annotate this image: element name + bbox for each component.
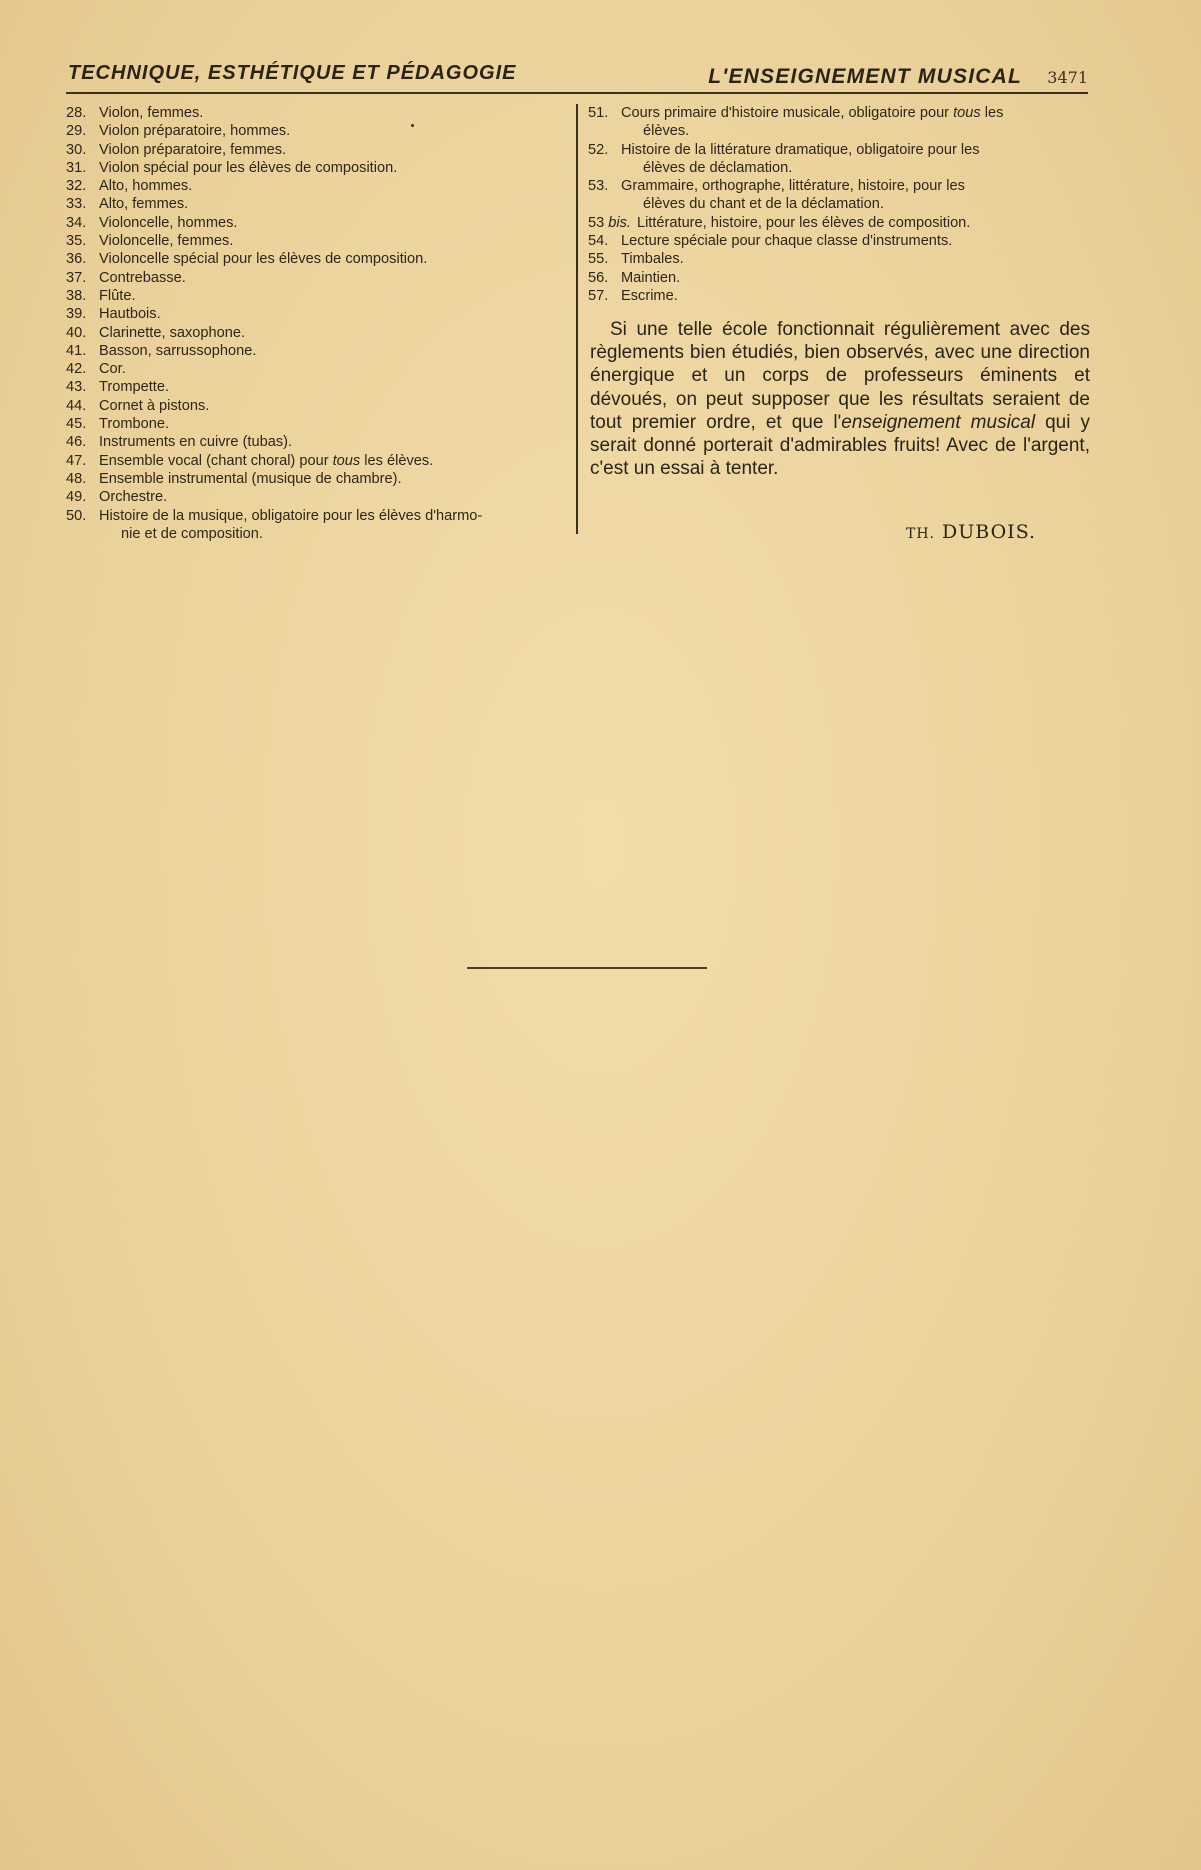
item-text: Violoncelle spécial pour les élèves de composition. — [99, 251, 428, 268]
item-text: Violon, femmes. — [99, 105, 204, 121]
list-item-53 — [588, 177, 1090, 195]
item-continuation: élèves du chant et de la déclamation. — [643, 196, 884, 213]
item-text: Clarinette, saxophone. — [99, 324, 246, 341]
item-continuation: élèves. — [643, 123, 690, 140]
item-continuation: nie et de composition. — [121, 525, 263, 542]
list-item — [66, 250, 566, 268]
item-number: 34. — [66, 214, 87, 231]
author-signature — [906, 521, 1036, 543]
list-item-57 — [588, 287, 1090, 305]
item-text: Hautbois. — [99, 306, 161, 323]
item-number: 32. — [66, 178, 87, 195]
item-number: 46. — [66, 434, 87, 451]
list-item — [66, 159, 566, 177]
item-number: 31. — [66, 159, 87, 176]
list-item — [66, 488, 566, 506]
item-text: Lecture spéciale pour chaque classe d'instruments. — [621, 233, 953, 250]
item-number: 39. — [66, 306, 87, 323]
item-text: Violoncelle, femmes. — [99, 233, 234, 250]
item-text: Orchestre. — [99, 489, 168, 506]
item-number: 57. — [588, 287, 609, 304]
item-text: Trompette. — [99, 379, 170, 396]
item-text-part: Ensemble vocal (chant choral) pour — [99, 452, 333, 469]
item-text: Flûte. — [99, 287, 136, 304]
item-number: 35. — [66, 233, 87, 250]
list-item — [66, 269, 566, 287]
list-item — [66, 452, 566, 470]
item-text: Escrime. — [621, 287, 678, 304]
running-header — [66, 60, 1088, 94]
item-text: Histoire de la littérature dramatique, obligatoire pour les — [621, 141, 980, 158]
item-number: 53 — [588, 214, 605, 231]
list-item — [66, 415, 566, 433]
item-text: Timbales. — [621, 251, 684, 268]
item-text: Littérature, histoire, pour les élèves de composition. — [636, 214, 971, 231]
closing-paragraph — [590, 318, 1090, 480]
item-number: 33. — [66, 196, 87, 213]
paragraph-part: qui y serait donné porterait d'admirables fruits! Avec de l'argent, c'est un essai à tenter. — [590, 411, 1090, 480]
item-number: 44. — [66, 397, 87, 414]
list-item — [66, 342, 566, 360]
item-number: 47. — [66, 452, 87, 469]
list-item — [66, 305, 566, 323]
item-text: Violon préparatoire, hommes. — [99, 123, 291, 140]
item-number: 48. — [66, 470, 87, 487]
list-item — [66, 141, 566, 159]
list-item — [66, 104, 566, 122]
list-item — [66, 195, 566, 213]
list-item-54 — [588, 232, 1090, 250]
item-number: 38. — [66, 287, 87, 304]
item-text: Ensemble instrumental (musique de chambre). — [99, 470, 402, 487]
item-text-part: Cours primaire d'histoire musicale, obligatoire pour — [621, 105, 954, 121]
list-item — [66, 433, 566, 451]
item-text: Alto, hommes. — [99, 178, 193, 195]
list-item — [66, 507, 566, 525]
item-number: 56. — [588, 269, 609, 286]
list-item — [66, 470, 566, 488]
item-text: Contrebasse. — [99, 269, 186, 286]
list-item-56 — [588, 269, 1090, 287]
item-number-bis: bis. — [608, 214, 631, 231]
item-continuation: élèves de déclamation. — [643, 159, 793, 176]
item-number: 43. — [66, 379, 87, 396]
item-text-part: les élèves. — [360, 452, 434, 469]
list-item-52 — [588, 141, 1090, 159]
item-number: 50. — [66, 507, 87, 524]
item-text: Violon spécial pour les élèves de composition. — [99, 159, 398, 176]
list-item — [66, 378, 566, 396]
paragraph-emphasis: enseignement musical — [841, 411, 1036, 433]
item-text: Cor. — [99, 361, 126, 378]
item-number: 41. — [66, 342, 87, 359]
item-number: 42. — [66, 361, 87, 378]
item-number: 28. — [66, 105, 87, 121]
list-item — [66, 177, 566, 195]
item-text: Maintien. — [621, 269, 681, 286]
end-rule — [467, 967, 707, 969]
paragraph-part: Si une telle école fonctionnait régulièrement avec des règlements bien étudiés, bien observés, avec une direction énergique et un corps de professeurs éminents et dévoués, on peut supposer que les résultats seraient de tout premier ordre, et que l' — [590, 319, 1090, 433]
item-number: 49. — [66, 489, 87, 506]
item-text-emphasis: tous — [953, 105, 981, 121]
header-section-title: TECHNIQUE, ESTHÉTIQUE ET PÉDAGOGIE — [68, 62, 517, 84]
item-text: Violon préparatoire, femmes. — [99, 141, 287, 158]
item-number: 51. — [588, 105, 609, 121]
list-item — [66, 122, 566, 140]
item-text: Trombone. — [99, 416, 170, 433]
right-column-list — [588, 104, 1090, 305]
item-text-emphasis: tous — [332, 452, 361, 469]
signature-name: DUBOIS. — [942, 521, 1037, 543]
item-text: Violoncelle, hommes. — [99, 214, 238, 231]
item-number: 40. — [66, 324, 87, 341]
list-item — [66, 324, 566, 342]
signature-initial: TH. — [906, 526, 935, 542]
list-item — [66, 232, 566, 250]
item-text: Basson, sarrussophone. — [99, 342, 257, 359]
item-text: Cornet à pistons. — [99, 397, 210, 414]
list-item-53-bis — [588, 214, 1090, 232]
header-publication-title: L'ENSEIGNEMENT MUSICAL — [708, 65, 1022, 88]
item-text-part: les — [980, 105, 1004, 121]
item-number: 55. — [588, 251, 609, 268]
paragraph-text — [590, 318, 1090, 480]
item-number: 36. — [66, 251, 87, 268]
column-divider — [576, 104, 578, 534]
item-text: Instruments en cuivre (tubas). — [99, 434, 293, 451]
left-column-list — [66, 104, 566, 543]
item-number: 29. — [66, 123, 87, 140]
item-text: Alto, femmes. — [99, 196, 189, 213]
item-text: Histoire de la musique, obligatoire pour les élèves d'harmo- — [99, 507, 483, 524]
item-number: 45. — [66, 416, 87, 433]
list-item — [66, 397, 566, 415]
page-number: 3471 — [1047, 68, 1088, 87]
item-number: 52. — [588, 141, 609, 158]
item-text: Grammaire, orthographe, littérature, histoire, pour les — [621, 178, 965, 195]
item-text — [99, 452, 566, 470]
list-item — [66, 360, 566, 378]
item-number: 37. — [66, 269, 87, 286]
list-item-55 — [588, 250, 1090, 268]
item-number: 30. — [66, 141, 87, 158]
item-text — [621, 104, 1090, 122]
item-number: 54. — [588, 233, 609, 250]
list-item — [66, 287, 566, 305]
list-item — [66, 214, 566, 232]
list-item-51 — [588, 104, 1090, 122]
item-number: 53. — [588, 178, 609, 195]
